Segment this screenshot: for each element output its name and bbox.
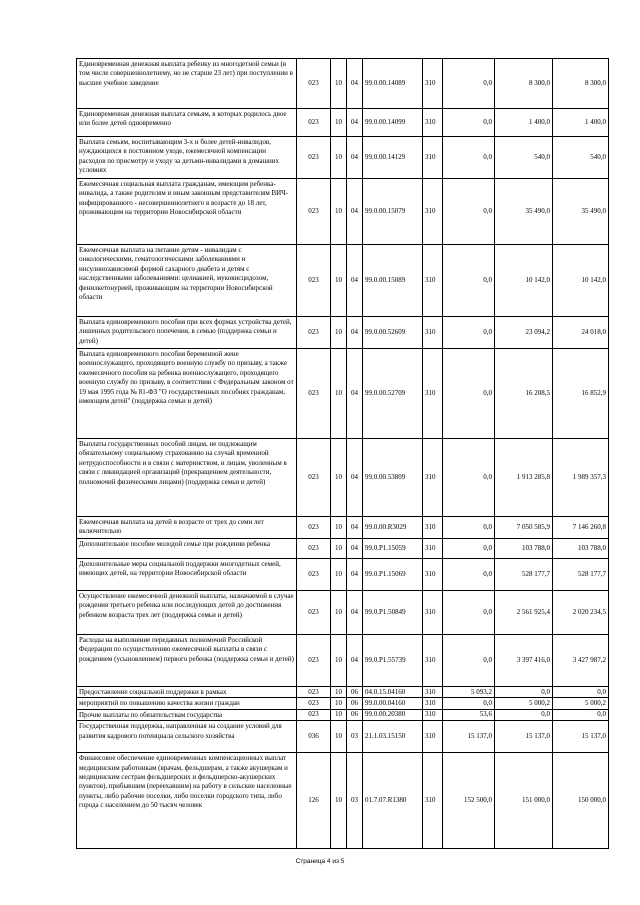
amount-year1-cell: 0,0 [443, 698, 495, 709]
row-name-cell: Единовременная денежная выплата ребенку из многодетной семьи (в том числе совершеннолетнему, но не старше 23 лет) при поступлении в высшее учебное заведение [77, 59, 297, 109]
ministry-code-cell: 023 [297, 539, 331, 559]
table-row [77, 698, 609, 709]
expense-type-cell: 310 [423, 591, 443, 635]
subsection-cell: 04 [347, 109, 363, 137]
amount-year1-cell: 5 093,2 [443, 687, 495, 698]
section-cell: 10 [331, 753, 347, 849]
amount-year2-cell: 540,0 [495, 137, 553, 179]
row-name-cell: мероприятий по повышению качества жизни граждан [77, 698, 297, 709]
amount-year1-cell: 0,0 [443, 317, 495, 349]
row-name-cell: Выплаты государственных пособий лицам, не подлежащим обязательному социальному страхованию на случай временной нетрудоспособности и в связи с материнством, и лицам, уволенным в связи с ликвидацией организаций (прекращением деятельности, полномочий физическими лицами) (поддержка семьи и детей) [77, 439, 297, 517]
table-row [77, 753, 609, 849]
subsection-cell: 06 [347, 698, 363, 709]
amount-year2-cell: 5 000,2 [495, 698, 553, 709]
amount-year1-cell: 0,0 [443, 137, 495, 179]
amount-year1-cell: 0,0 [443, 559, 495, 591]
subsection-cell: 03 [347, 753, 363, 849]
amount-year3-cell: 5 000,2 [553, 698, 609, 709]
target-article-cell: 99.0.00.52709 [363, 349, 423, 439]
target-article-cell: 99.0.00.15079 [363, 179, 423, 245]
ministry-code-cell: 023 [297, 245, 331, 317]
row-name-cell: Осуществление ежемесячной денежной выплаты, назначаемой в случае рождения третьего ребенка или последующих детей до достижения ребенком возраста трех лет (поддержка семьи и детей) [77, 591, 297, 635]
target-article-cell: 99.0.00.14129 [363, 137, 423, 179]
subsection-cell: 04 [347, 349, 363, 439]
table-row [77, 517, 609, 539]
page-footer: Страница 4 из 5 [295, 858, 345, 865]
subsection-cell: 03 [347, 721, 363, 753]
expense-type-cell: 310 [423, 179, 443, 245]
table-row [77, 137, 609, 179]
amount-year3-cell: 103 788,0 [553, 539, 609, 559]
table-row [77, 349, 609, 439]
ministry-code-cell: 023 [297, 635, 331, 687]
amount-year2-cell: 0,0 [495, 709, 553, 720]
row-name-cell: Выплата семьям, воспитывающим 3-х и более детей-инвалидов, нуждающихся в постоянном уходе, ежемесячной компенсации расходов по присмотру и уходу за детьми-инвалидами в домашних условиях [77, 137, 297, 179]
section-cell: 10 [331, 687, 347, 698]
amount-year2-cell: 151 000,0 [495, 753, 553, 849]
amount-year2-cell: 16 208,5 [495, 349, 553, 439]
section-cell: 10 [331, 709, 347, 720]
target-article-cell: 01.7.07.R1380 [363, 753, 423, 849]
amount-year1-cell: 53,6 [443, 709, 495, 720]
ministry-code-cell: 023 [297, 698, 331, 709]
budget-table-container [76, 58, 608, 849]
amount-year3-cell: 10 142,0 [553, 245, 609, 317]
expense-type-cell: 310 [423, 109, 443, 137]
target-article-cell: 99.0.00.14099 [363, 109, 423, 137]
amount-year3-cell: 2 020 234,5 [553, 591, 609, 635]
target-article-cell: 99.0.00.R3029 [363, 517, 423, 539]
target-article-cell: 99.0.P1.15069 [363, 559, 423, 591]
ministry-code-cell: 036 [297, 721, 331, 753]
expense-type-cell: 310 [423, 349, 443, 439]
row-name-cell: Единовременная денежная выплата семьям, в которых родилось двое или более детей одновременно [77, 109, 297, 137]
table-row [77, 635, 609, 687]
amount-year3-cell: 15 137,0 [553, 721, 609, 753]
subsection-cell: 04 [347, 59, 363, 109]
row-name-cell: Выплата единовременного пособия при всех формах устройства детей, лишенных родительского попечения, в семью (поддержка семьи и детей) [77, 317, 297, 349]
row-name-cell: Ежемесячная социальная выплата гражданам, имеющим ребенка-инвалида, а также родителям и иным законным представителям ВИЧ-инфицированного - несовершеннолетнего в возрасте до 18 лет, проживающим на территории Новосибирской области [77, 179, 297, 245]
amount-year3-cell: 0,0 [553, 687, 609, 698]
subsection-cell: 04 [347, 517, 363, 539]
row-name-cell: Выплата единовременного пособия беременной жене военнослужащего, проходящего военную службу по призыву, а также ежемесячного пособия на ребенка военнослужащего, проходящего военную службу по призыву, в соответствии с Федеральным законом от 19 мая 1995 года № 81-ФЗ "О государственных пособиях гражданам, имеющим детей" (поддержка семьи и детей) [77, 349, 297, 439]
section-cell: 10 [331, 439, 347, 517]
row-name-cell: Расходы на выполнение переданных полномочий Российской Федерации по осуществлению ежемесячной выплаты в связи с рождением (усыновлением) первого ребенка (поддержка семьи и детей) [77, 635, 297, 687]
amount-year3-cell: 1 989 357,3 [553, 439, 609, 517]
expense-type-cell: 310 [423, 59, 443, 109]
amount-year2-cell: 103 788,0 [495, 539, 553, 559]
section-cell: 10 [331, 179, 347, 245]
amount-year2-cell: 528 177,7 [495, 559, 553, 591]
section-cell: 10 [331, 721, 347, 753]
ministry-code-cell: 023 [297, 591, 331, 635]
amount-year1-cell: 15 137,0 [443, 721, 495, 753]
table-row [77, 709, 609, 720]
row-name-cell: Дополнительное пособие молодой семье при рождении ребенка [77, 539, 297, 559]
ministry-code-cell: 023 [297, 709, 331, 720]
subsection-cell: 06 [347, 687, 363, 698]
table-row [77, 109, 609, 137]
amount-year2-cell: 23 094,2 [495, 317, 553, 349]
target-article-cell: 99.0.00.15089 [363, 245, 423, 317]
section-cell: 10 [331, 517, 347, 539]
section-cell: 10 [331, 539, 347, 559]
target-article-cell: 99.0.P1.50849 [363, 591, 423, 635]
row-name-cell: Государственная поддержка, направленная на создание условий для развития кадрового потенциала сельского хозяйства [77, 721, 297, 753]
section-cell: 10 [331, 317, 347, 349]
subsection-cell: 04 [347, 559, 363, 591]
amount-year3-cell: 150 000,0 [553, 753, 609, 849]
amount-year3-cell: 35 490,0 [553, 179, 609, 245]
expense-type-cell: 310 [423, 439, 443, 517]
ministry-code-cell: 126 [297, 753, 331, 849]
ministry-code-cell: 023 [297, 137, 331, 179]
expense-type-cell: 310 [423, 687, 443, 698]
target-article-cell: 99.0.P1.55739 [363, 635, 423, 687]
target-article-cell: 99.0.00.04160 [363, 698, 423, 709]
subsection-cell: 04 [347, 179, 363, 245]
section-cell: 10 [331, 137, 347, 179]
table-row [77, 439, 609, 517]
target-article-cell: 04.0.15.04160 [363, 687, 423, 698]
subsection-cell: 04 [347, 635, 363, 687]
amount-year2-cell: 1 913 285,8 [495, 439, 553, 517]
section-cell: 10 [331, 109, 347, 137]
amount-year1-cell: 0,0 [443, 245, 495, 317]
expense-type-cell: 310 [423, 517, 443, 539]
target-article-cell: 99.0.00.53809 [363, 439, 423, 517]
table-row [77, 317, 609, 349]
target-article-cell: 99.0.00.52609 [363, 317, 423, 349]
table-row [77, 245, 609, 317]
amount-year3-cell: 3 427 987,2 [553, 635, 609, 687]
amount-year2-cell: 3 397 416,0 [495, 635, 553, 687]
expense-type-cell: 310 [423, 698, 443, 709]
ministry-code-cell: 023 [297, 59, 331, 109]
section-cell: 10 [331, 245, 347, 317]
target-article-cell: 99.0.00.14089 [363, 59, 423, 109]
subsection-cell: 04 [347, 137, 363, 179]
section-cell: 10 [331, 591, 347, 635]
amount-year1-cell: 0,0 [443, 59, 495, 109]
amount-year1-cell: 152 500,0 [443, 753, 495, 849]
ministry-code-cell: 023 [297, 559, 331, 591]
amount-year3-cell: 528 177,7 [553, 559, 609, 591]
section-cell: 10 [331, 349, 347, 439]
expense-type-cell: 310 [423, 635, 443, 687]
amount-year1-cell: 0,0 [443, 591, 495, 635]
expense-type-cell: 310 [423, 721, 443, 753]
amount-year3-cell: 8 300,0 [553, 59, 609, 109]
table-row [77, 179, 609, 245]
expense-type-cell: 310 [423, 317, 443, 349]
amount-year2-cell: 1 400,0 [495, 109, 553, 137]
amount-year2-cell: 35 490,0 [495, 179, 553, 245]
amount-year3-cell: 7 146 260,8 [553, 517, 609, 539]
amount-year3-cell: 540,0 [553, 137, 609, 179]
amount-year1-cell: 0,0 [443, 109, 495, 137]
amount-year3-cell: 1 400,0 [553, 109, 609, 137]
table-row [77, 559, 609, 591]
amount-year2-cell: 8 300,0 [495, 59, 553, 109]
expense-type-cell: 310 [423, 245, 443, 317]
row-name-cell: Предоставление социальной поддержки в рамках [77, 687, 297, 698]
expense-type-cell: 310 [423, 709, 443, 720]
amount-year2-cell: 2 561 925,4 [495, 591, 553, 635]
budget-table [76, 58, 609, 849]
expense-type-cell: 310 [423, 539, 443, 559]
row-name-cell: Ежемесячная выплата на питание детям - инвалидам с онкологическими, гематологическими заболеваниями и инсулинозависимой формой сахарного диабета и детям с наследственными заболеваниями: целиакией, муковисцидозом, фенилкетонурией, проживающим на территории Новосибирской области [77, 245, 297, 317]
table-row [77, 591, 609, 635]
ministry-code-cell: 023 [297, 517, 331, 539]
amount-year3-cell: 16 852,9 [553, 349, 609, 439]
section-cell: 10 [331, 635, 347, 687]
amount-year1-cell: 0,0 [443, 635, 495, 687]
target-article-cell: 21.1.03.15150 [363, 721, 423, 753]
subsection-cell: 04 [347, 245, 363, 317]
amount-year3-cell: 24 018,0 [553, 317, 609, 349]
ministry-code-cell: 023 [297, 439, 331, 517]
row-name-cell: Дополнительные меры социальной поддержки многодетных семей, имеющих детей, на территории Новосибирской области [77, 559, 297, 591]
ministry-code-cell: 023 [297, 317, 331, 349]
subsection-cell: 04 [347, 317, 363, 349]
amount-year2-cell: 7 050 585,9 [495, 517, 553, 539]
subsection-cell: 04 [347, 539, 363, 559]
amount-year1-cell: 0,0 [443, 539, 495, 559]
target-article-cell: 99.0.P1.15059 [363, 539, 423, 559]
ministry-code-cell: 023 [297, 179, 331, 245]
budget-table-body [77, 59, 609, 849]
amount-year1-cell: 0,0 [443, 179, 495, 245]
expense-type-cell: 310 [423, 753, 443, 849]
table-row [77, 539, 609, 559]
amount-year1-cell: 0,0 [443, 439, 495, 517]
amount-year2-cell: 0,0 [495, 687, 553, 698]
table-row [77, 687, 609, 698]
subsection-cell: 06 [347, 709, 363, 720]
amount-year2-cell: 10 142,0 [495, 245, 553, 317]
amount-year3-cell: 0,0 [553, 709, 609, 720]
target-article-cell: 99.0.00.20380 [363, 709, 423, 720]
row-name-cell: Ежемесячная выплата на детей в возрасте от трех до семи лет включительно [77, 517, 297, 539]
table-row [77, 721, 609, 753]
subsection-cell: 04 [347, 591, 363, 635]
ministry-code-cell: 023 [297, 109, 331, 137]
expense-type-cell: 310 [423, 559, 443, 591]
ministry-code-cell: 023 [297, 687, 331, 698]
amount-year2-cell: 15 137,0 [495, 721, 553, 753]
section-cell: 10 [331, 59, 347, 109]
amount-year1-cell: 0,0 [443, 349, 495, 439]
ministry-code-cell: 023 [297, 349, 331, 439]
row-name-cell: Финансовое обеспечение единовременных компенсационных выплат медицинским работникам (врачам, фельдшерам, а также акушеркам и медицинским сестрам фельдшерских и фельдшерско-акушерских пунктов), прибывшим (переехавшим) на работу в сельские населенные пункты, либо рабочие поселки, либо поселки городского типа, либо города с населением до 50 тысяч человек [77, 753, 297, 849]
amount-year1-cell: 0,0 [443, 517, 495, 539]
section-cell: 10 [331, 698, 347, 709]
subsection-cell: 04 [347, 439, 363, 517]
table-row [77, 59, 609, 109]
expense-type-cell: 310 [423, 137, 443, 179]
row-name-cell: Прочие выплаты по обязательствам государства [77, 709, 297, 720]
section-cell: 10 [331, 559, 347, 591]
